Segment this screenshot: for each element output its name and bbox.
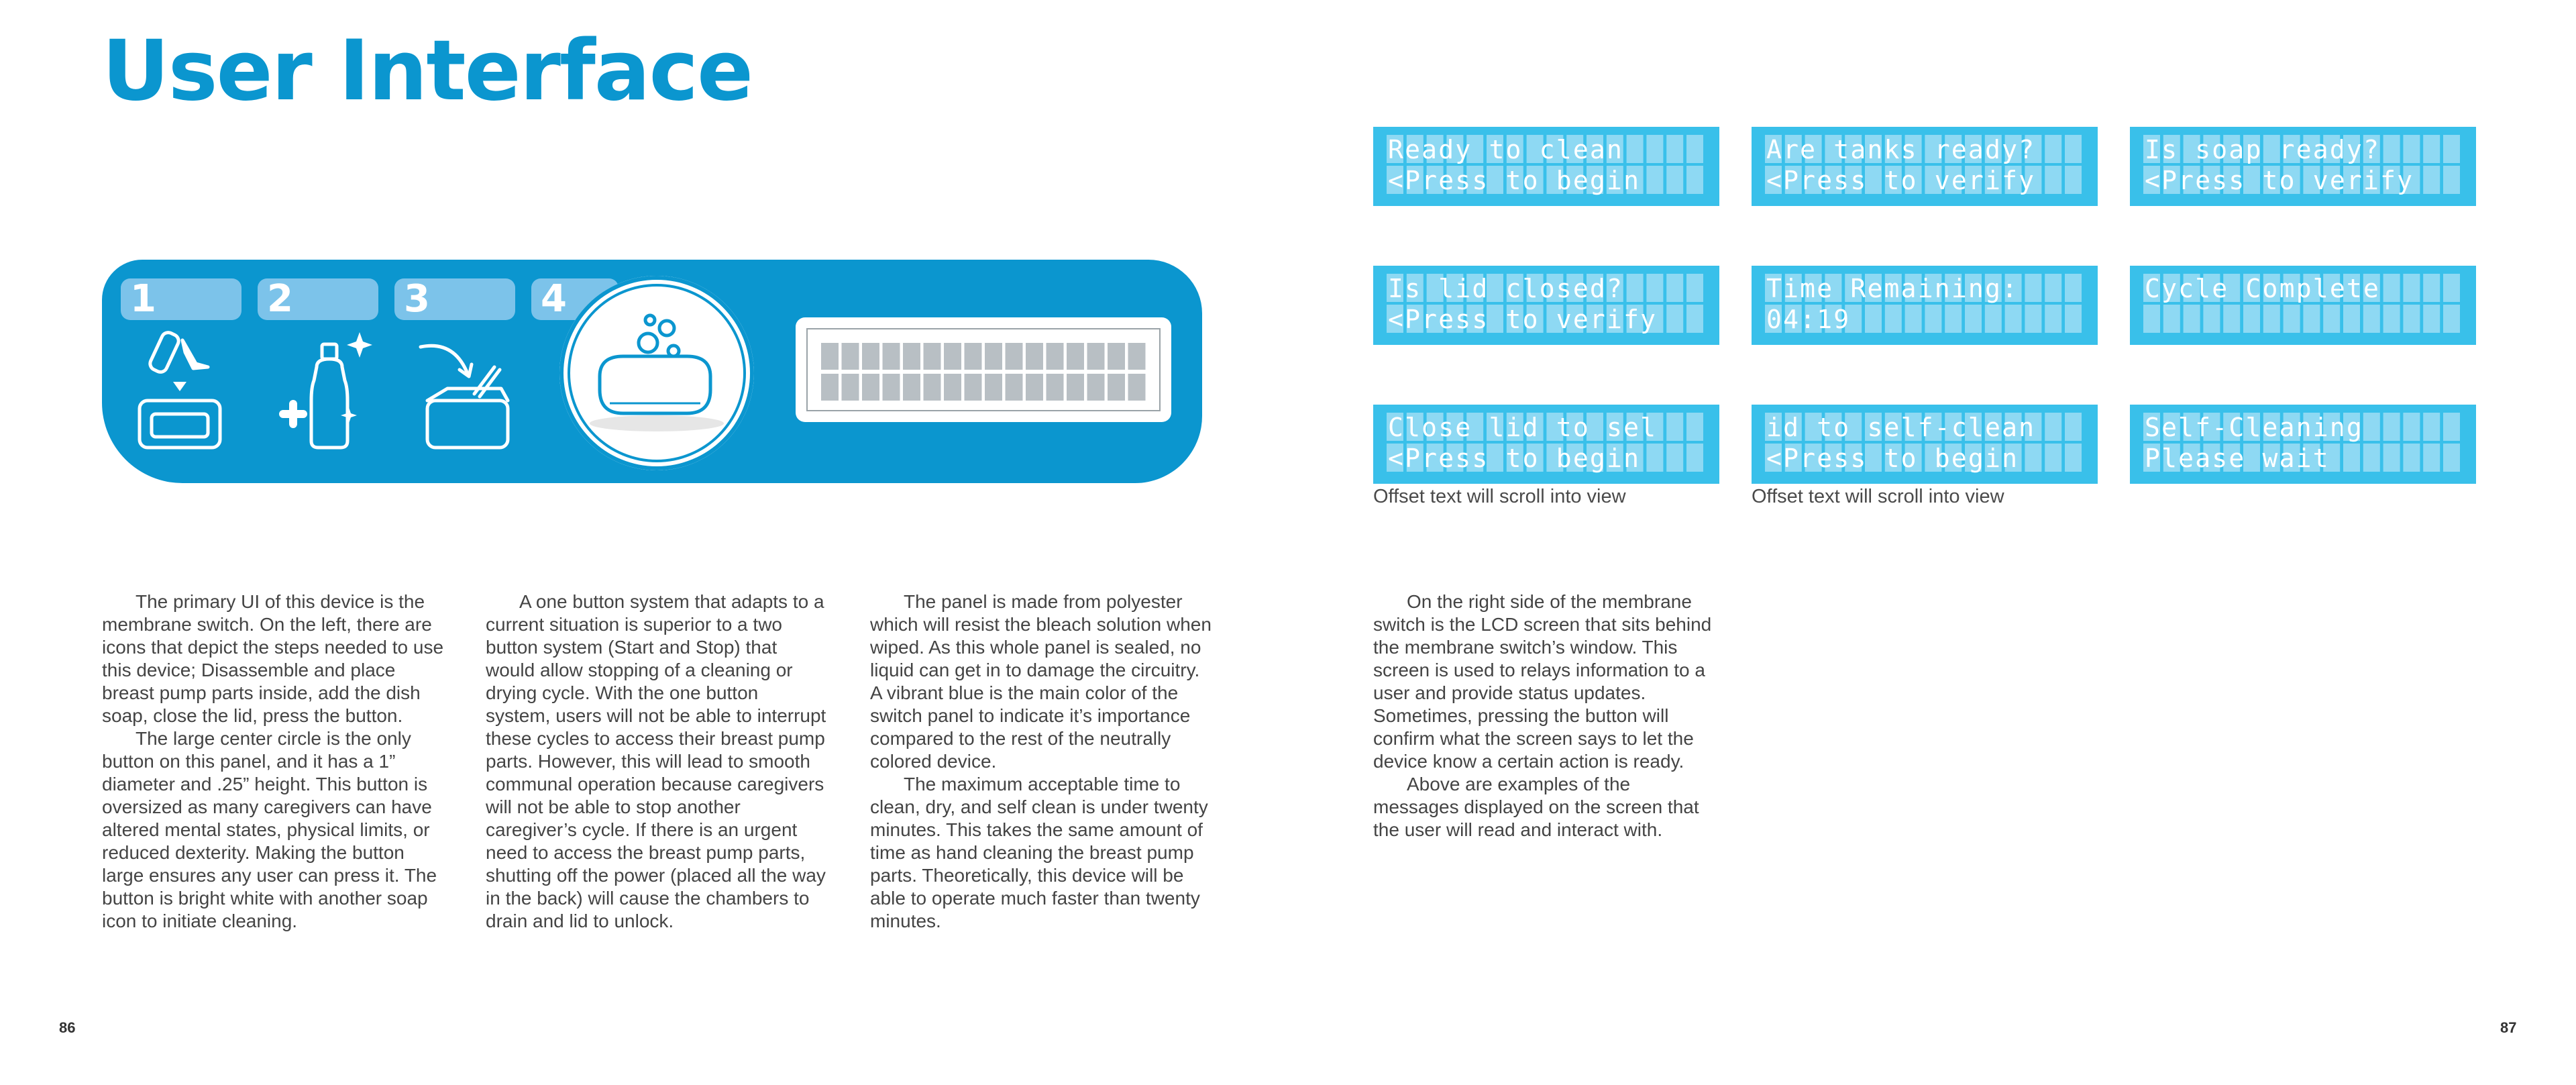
lcd-message-example [1752, 266, 2098, 345]
lcd-cell [1087, 343, 1105, 370]
lcd-cell [985, 343, 1002, 370]
lcd-cell [1006, 343, 1023, 370]
paragraph: On the right side of the membrane switch is the LCD screen that sits behind the membrane switch’s window. This screen is used to relays information to a user and provide status updates. Sometimes, pressing the button will confirm what the screen says to let the device know a certain action is ready. [1373, 591, 1712, 772]
lcd-cell [883, 374, 900, 401]
lcd-line-2: <Press to begin [1766, 444, 2019, 473]
lcd-cell [1026, 374, 1043, 401]
lcd-cell [821, 343, 839, 370]
lcd-cell [821, 374, 839, 401]
paragraph: The primary UI of this device is the membrane switch. On the left, there are icons that depict the steps needed to use this device; Disassemble and place breast pump parts inside, add the dish soap, close the lid, press the button. [102, 591, 444, 726]
step-number: 4 [541, 277, 567, 321]
lcd-line-2: 04:19 [1766, 305, 1851, 334]
lcd-caption: Offset text will scroll into view [1373, 486, 1626, 507]
paragraph: A one button system that adapts to a current situation is superior to a two button system (Start and Stop) that would allow stopping of a cleaning or drying cycle. With the one button system, users will not be able to interrupt these cycles to access their breast pump parts. However, this will lead to smooth communal operation because caregivers will not be able to stop another caregiver’s cycle. If there is an urgent need to access the breast pump parts, shutting off the power (placed all the way in the back) will cause the chambers to drain and lid to unlock. [486, 591, 826, 931]
lcd-cell [903, 343, 920, 370]
text-column-1 [102, 590, 444, 933]
lcd-line-1: Self-Cleaning [2145, 413, 2364, 442]
paragraph: Above are examples of the messages displayed on the screen that the user will read and interact with. [1373, 774, 1699, 840]
lcd-message-example [1752, 405, 2098, 484]
lcd-cell [965, 343, 982, 370]
page-number-right: 87 [2500, 1019, 2517, 1036]
lcd-cell [1067, 343, 1084, 370]
lcd-line-2: <Press to verify [1766, 166, 2036, 195]
step-tab-3 [394, 278, 515, 320]
lcd-message-example [2130, 266, 2476, 345]
lcd-message-example [2130, 405, 2476, 484]
lcd-line-1: Cycle Complete [2145, 274, 2381, 303]
start-button[interactable] [559, 276, 754, 470]
soap-bubbles-icon [559, 276, 754, 470]
lcd-character-grid [821, 343, 1150, 403]
paragraph: The maximum acceptable time to clean, dry, and self clean is under twenty minutes. This takes the same amount of time as hand cleaning the breast pump parts. Theoretically, this device will be able to operate much faster than twenty minutes. [870, 774, 1208, 931]
lcd-line-1: Close lid to sel [1388, 413, 1658, 442]
lcd-screen [806, 328, 1161, 411]
lcd-cell [1108, 374, 1125, 401]
disassemble-parts-icon [129, 327, 229, 451]
lcd-cell [1046, 343, 1064, 370]
lcd-message-example [1373, 266, 1719, 345]
step-number: 3 [404, 277, 430, 321]
text-column-2 [486, 590, 828, 933]
lcd-message-example [1752, 127, 2098, 206]
lcd-cell [862, 343, 879, 370]
lcd-cell [1046, 374, 1064, 401]
lcd-cell [924, 374, 941, 401]
paragraph: The large center circle is the only button on this panel, and it has a 1” diameter and .25” height. This button is oversized as many caregivers can have altered mental states, physical limits, or reduced dexterity. Making the button large ensures any user can press it. The button is bright white with another soap icon to initiate cleaning. [102, 728, 437, 931]
lcd-cell [944, 343, 961, 370]
dish-soap-icon [270, 327, 377, 451]
lcd-cell [1067, 374, 1084, 401]
lcd-line-2: Please wait [2145, 444, 2330, 473]
membrane-switch-panel [102, 260, 1202, 483]
lcd-line-1: Time Remaining: [1766, 274, 2019, 303]
lcd-line-2: <Press to verify [2145, 166, 2414, 195]
lcd-line-2: <Press to begin [1388, 166, 1641, 195]
lcd-cell [1128, 374, 1146, 401]
step-tab-2 [258, 278, 378, 320]
lcd-cell [903, 374, 920, 401]
step-tab-1 [121, 278, 241, 320]
lcd-cell [862, 374, 879, 401]
page-number-left: 86 [59, 1019, 76, 1036]
lcd-cell [842, 343, 859, 370]
lcd-line-2 [2145, 305, 2467, 334]
paragraph: The panel is made from polyester which will resist the bleach solution when wiped. As this whole panel is sealed, no liquid can get in to damage the circuitry. A vibrant blue is the main color of the switch panel to indicate it’s importance compared to the rest of the neutrally colored device. [870, 591, 1212, 772]
lcd-cell [1026, 343, 1043, 370]
step-number: 1 [130, 277, 156, 321]
lcd-cell [1108, 343, 1125, 370]
lcd-cell [944, 374, 961, 401]
lcd-line-1: Is soap ready? [2145, 135, 2381, 164]
lcd-caption: Offset text will scroll into view [1752, 486, 2004, 507]
lcd-cell [842, 374, 859, 401]
lcd-cell [1128, 343, 1146, 370]
lcd-line-2: <Press to begin [1388, 444, 1641, 473]
lcd-cell [985, 374, 1002, 401]
lcd-line-1: Is lid closed? [1388, 274, 1624, 303]
lcd-line-1: Ready to clean [1388, 135, 1624, 164]
close-lid-icon [407, 327, 521, 451]
lcd-line-1: id to self-clean [1766, 413, 2036, 442]
lcd-line-2: <Press to verify [1388, 305, 1658, 334]
lcd-cell [924, 343, 941, 370]
step-number: 2 [267, 277, 293, 321]
lcd-cell [1006, 374, 1023, 401]
lcd-message-example [1373, 405, 1719, 484]
lcd-line-1: Are tanks ready? [1766, 135, 2036, 164]
lcd-cell [883, 343, 900, 370]
lcd-cell [1087, 374, 1105, 401]
text-column-3 [870, 590, 1212, 933]
lcd-message-example [1373, 127, 1719, 206]
lcd-cell [965, 374, 982, 401]
lcd-screen-window [796, 317, 1171, 422]
page-title: User Interface [102, 23, 753, 119]
text-column-4 [1373, 590, 1715, 841]
lcd-message-example [2130, 127, 2476, 206]
